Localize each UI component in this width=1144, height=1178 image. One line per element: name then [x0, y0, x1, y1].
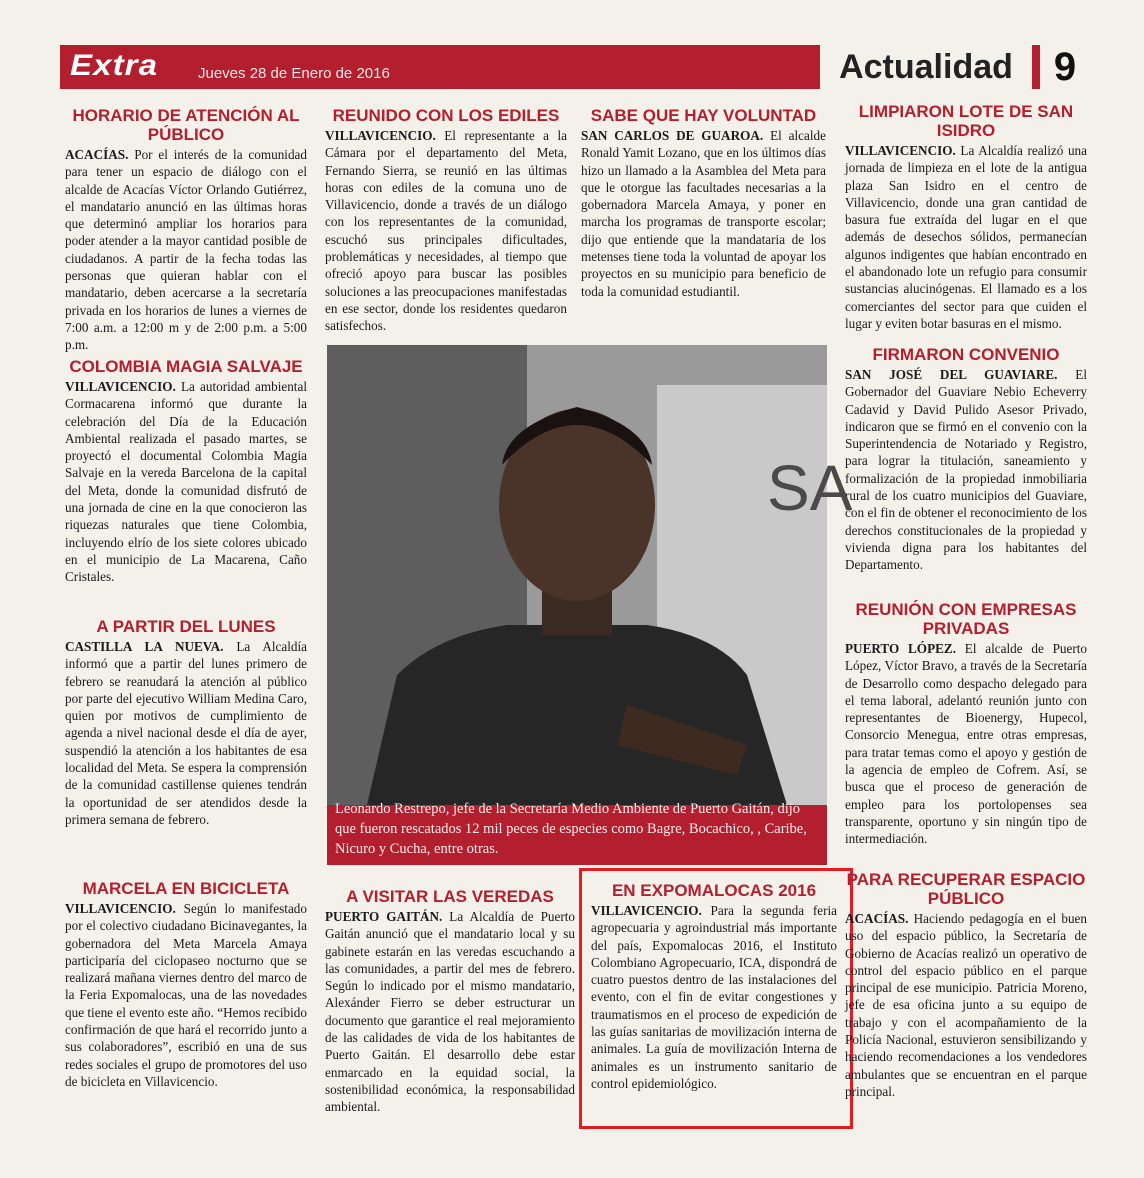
article-sabe-que-hay-voluntad — [581, 106, 826, 300]
article-body: PUERTO GAITÁN. La Alcaldía de Puerto Gaitán anunció que el mandatario local y su gabinete estarán en las veredas escuchando a las comunidades, a partir del mes de febrero. Según lo indicado por el mismo mandatario, Alexánder Fierro se deber estructurar un documento que garantice el real mejoramiento de las calidades de vida de los habitantes de Puerto Gaitán. El desarrollo debe estar enmarcado en la equidad social, la sostenibilidad económica, la responsabilidad ambiental. — [325, 909, 575, 1115]
article-expomalocas — [591, 881, 837, 1092]
article-title: HORARIO DE ATENCIÓN AL PÚBLICO — [72, 106, 300, 144]
article-marcela-en-bicicleta — [65, 879, 307, 1090]
article-title: SABE QUE HAY VOLUNTAD — [590, 106, 817, 125]
page-number: 9 — [1040, 45, 1090, 89]
article-title: REUNIÓN CON EMPRESAS PRIVADAS — [855, 600, 1077, 638]
article-body: VILLAVICENCIO. La Alcaldía realizó una jornada de limpieza en el lote de la antigua plaza San Isidro en el centro de Villavicencio, donde una gran cantidad de basura fue extraída del lugar en el que además de desechos sólidos, permanecían algunos indigentes que habían encontrado en el abandonado lote un refugio para consumir sustancias alucinógenas. El llamado es a los comerciantes del sector para que cuiden el lugar y eviten botar basuras en el mismo. — [845, 143, 1088, 331]
portrait-image — [327, 345, 853, 805]
article-body: SAN CARLOS DE GUAROA. El alcalde Ronald Yamit Lozano, que en los últimos días hizo un llamado a la Asamblea del Meta para que le otorgue las facultades necesarias a la gobernadora Marcela Amaya, y poner en marcha los programas de transporte escolar; dijo que entiende que la mandataria de los metenses tiene toda la voluntad de apoyar los proyectos en su municipio para beneficio de toda la comunidad estudiantil. — [581, 128, 826, 299]
article-firmaron-convenio — [845, 345, 1087, 574]
article-body: SAN JOSÉ DEL GUAVIARE. El Gobernador del Guaviare Nebio Echeverry Cadavid y David Pulido Asesor Privado, indicaron que se firmó en el convenio con la Superintendencia de Notariado y Registro, para lograr la titulación, saneamiento y formalización de la propiedad inmobiliaria rural de los cuatro municipios del Guaviare, con el fin de obtener el reconocimiento de los derechos constitucionales de la propiedad y vivienda digna para los habitantes del Departamento. — [845, 367, 1087, 573]
article-reunion-empresas — [845, 600, 1087, 848]
extra-logo: Extra — [70, 49, 159, 82]
article-title: FIRMARON CONVENIO — [872, 345, 1060, 364]
article-limpiaron-lote — [845, 102, 1087, 332]
article-title: EN EXPOMALOCAS 2016 — [611, 881, 817, 900]
masthead-bar — [60, 45, 1090, 89]
article-colombia-magia-salvaje — [65, 357, 307, 586]
article-body: VILLAVICENCIO. Para la segunda feria agropecuaria y agroindustrial más importante del país, Expomalocas 2016, el Instituto Colombiano Agropecuario, ICA, dispondrá de cuatro puestos dentro de las instalaciones del evento, con el fin de evitar congestiones y traumatismos en el proceso de expedición de las guías sanitarias de movilización interna de animales. La guía de movilización Interna de animales es un instrumento sanitario de control epidemiológico. — [591, 903, 838, 1091]
article-a-partir-del-lunes — [65, 617, 307, 828]
section-title: Actualidad — [820, 45, 1032, 89]
article-title: A VISITAR LAS VEREDAS — [346, 887, 554, 906]
article-recuperar-espacio — [845, 870, 1087, 1100]
article-title: LIMPIARON LOTE DE SAN ISIDRO — [858, 102, 1074, 140]
article-visitar-veredas — [325, 887, 575, 1116]
article-body: VILLAVICENCIO. El representante a la Cámara por el departamento del Meta, Fernando Sierra, se reunió en las últimas horas con ediles de la comuna uno de Villavicencio, donde a través de un diálogo con los representantes de la comunidad, escuchó sus principales dificultades, problemáticas y necesidades, al tiempo que ofreció apoyo para buscar las posibles soluciones a las preocupaciones manifestadas en ese sector, donde los residentes quedaron satisfechos. — [325, 128, 568, 334]
article-body: PUERTO LÓPEZ. El alcalde de Puerto López, Víctor Bravo, a través de la Secretaría de Desarrollo como despacho delegado para el tema laboral, adelantó reunión junto con representantes de Bioenergy, Hupecol, Consorcio Menegua, entre otras empresas, para tratar temas como el apoyo y gestión de la agencia de empleo de Cofrem. Así, se busca que el proceso de generación de empleo para los portolopenses sea transparente, oportuno y sin ningún tipo de intermediación. — [845, 641, 1088, 847]
article-title: COLOMBIA MAGIA SALVAJE — [69, 357, 303, 376]
edition-date: Jueves 28 de Enero de 2016 — [198, 65, 390, 82]
photo-caption: Leonardo Restrepo, jefe de la Secretaría Medio Ambiente de Puerto Gaitán, dijo que fueron rescatados 12 mil peces de especies como Bagre, Bocachico, , Caribe, Nicuro y Cucha, entre otras. — [335, 801, 807, 857]
article-title: MARCELA EN BICICLETA — [82, 879, 290, 898]
article-body: CASTILLA LA NUEVA. La Alcaldía informó que a partir del lunes primero de febrero se reanudará la atención al público por parte del ejecutivo William Medina Caro, quien por motivos de cumplimiento de agenda a nivel nacional desde el día de ayer, suspendió la atención a los habitantes de esa localidad del Meta. Se espera la comprensión de la comunidad castillense quienes tendrán la oportunidad de ser atendidos desde la primera semana de febrero. — [65, 639, 308, 827]
photo-leonardo-restrepo — [327, 345, 853, 865]
article-title: REUNIDO CON LOS EDILES — [332, 106, 560, 125]
article-horario-atencion — [65, 106, 307, 354]
article-body: ACACÍAS. Por el interés de la comunidad para tener un espacio de diálogo con el alcalde de Acacías Víctor Orlando Gutiérrez, el mandatario anunció en las últimas horas que determinó ampliar los horarios para poder atender a la mayor cantidad posible de ciudadanos. A partir de la fecha todas las personas que quieran hablar con el mandatario, deben acercarse a la secretaría privada en los horarios de lunes a viernes de 7:00 a.m. a 12:00 m y de 2:00 p.m. a 5:00 p.m. — [65, 147, 307, 353]
article-reunido-con-ediles — [325, 106, 567, 335]
photo-sign-text: SA — [767, 452, 853, 524]
article-body: VILLAVICENCIO. Según lo manifestado por el colectivo ciudadano Bicinavegantes, la gobernadora del Meta Marcela Amaya participaría del ciclopaseo nocturno que se realizará mañana viernes dentro del marco de la Feria Expomalocas, una de las novedades que tiene el evento este año. “Hemos recibido confirmación de que hará el recorrido junto a sus colaboradores”, escribió en una de sus redes sociales el grupo de promotores del uso de bicicleta en Villavicencio. — [65, 901, 307, 1089]
article-title: A PARTIR DEL LUNES — [96, 617, 276, 636]
article-body: ACACÍAS. Haciendo pedagogía en el buen uso del espacio público, la Secretaría de Gobierno de Acacías realizó un operativo de control del espacio público en el parque principal de ese municipio. Patricia Moreno, jefe de esa oficina junto a su equipo de trabajo y con el acompañamiento de la Policía Nacional, estuvieron sensibilizando y haciendo recomendaciones a los vendedores ambulantes que se encuentran en el parque principal. — [845, 911, 1088, 1099]
article-title: PARA RECUPERAR ESPACIO PÚBLICO — [846, 870, 1086, 908]
article-body: VILLAVICENCIO. La autoridad ambiental Cormacarena informó que durante la celebración del Día de la Educación Ambiental realizada el pasado martes, se proyectó el documental Colombia Magia Salvaje en la vereda Barcelona de la capital del Meta, donde la comunidad disfrutó de una jornada de cine en la que conocieron las riquezas naturales que tiene Colombia, incluyendo elrío de los siete colores ubicado en el municipio de La Macarena, Caño Cristales. — [65, 379, 307, 585]
